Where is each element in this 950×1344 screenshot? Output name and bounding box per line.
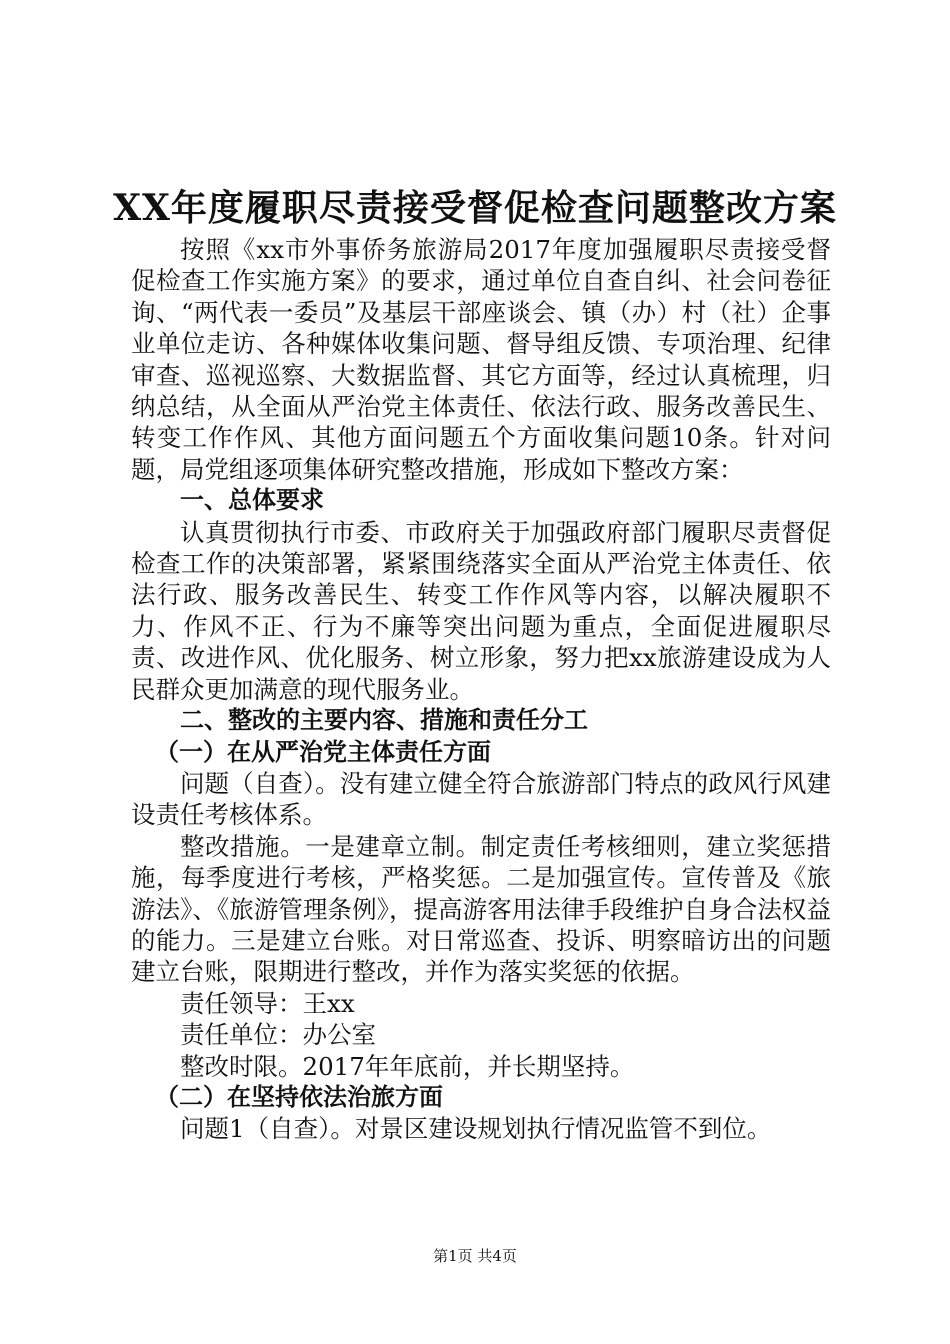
subsection-heading-rule-of-law: （二）在坚持依法治旅方面: [155, 1082, 443, 1111]
subsection-heading-party-responsibility: （一）在从严治党主体责任方面: [155, 737, 491, 766]
measures-paragraph: 整改措施。一是建章立制。制定责任考核细则，建立奖惩措施，每季度进行考核，严格奖惩。二是加强宣传。宣传普及《旅游法》、《旅游管理条例》，提高游客用法律手段维护自身合法权益的能力。三是建立台账。对日常巡查、投诉、明察暗访出的问题建立台账，限期进行整改，并作为落实奖惩的依据。: [131, 831, 831, 987]
document-body: [131, 234, 831, 1145]
document-title: XX年度履职尽责接受督促检查问题整改方案: [113, 187, 837, 229]
section-heading-general-requirements: 一、总体要求: [180, 486, 324, 515]
responsible-unit: 责任单位：办公室: [180, 1020, 376, 1050]
page-footer: 第1页 共4页: [433, 1247, 517, 1265]
responsible-leader: 责任领导：王xx: [180, 988, 355, 1018]
deadline: 整改时限。2017年年底前，并长期坚持。: [180, 1051, 635, 1081]
general-requirements-paragraph: 认真贯彻执行市委、市政府关于加强政府部门履职尽责督促检查工作的决策部署，紧紧围绕落实全面从严治党主体责任、依法行政、服务改善民生、转变工作作风等内容，以解决履职不力、作风不正、行为不廉等突出问题为重点，全面促进履职尽责、改进作风、优化服务、树立形象，努力把xx旅游建设成为人民群众更加满意的现代服务业。: [131, 517, 831, 704]
problem-1-paragraph: 问题1（自查）。对景区建设规划执行情况监管不到位。: [180, 1114, 772, 1144]
problem-paragraph: 问题（自查）。没有建立健全符合旅游部门特点的政风行风建设责任考核体系。: [131, 768, 831, 830]
section-heading-main-content: 二、整改的主要内容、措施和责任分工: [180, 706, 588, 735]
intro-paragraph: 按照《xx市外事侨务旅游局2017年度加强履职尽责接受督促检查工作实施方案》的要求，通过单位自查自纠、社会问卷征询、“两代表一委员”及基层干部座谈会、镇（办）村（社）企事业单位走访、各种媒体收集问题、督导组反馈、专项治理、纪律审查、巡视巡察、大数据监督、其它方面等，经过认真梳理，归纳总结，从全面从严治党主体责任、依法行政、服务改善民生、转变工作作风、其他方面问题五个方面收集问题10条。针对问题，局党组逐项集体研究整改措施，形成如下整改方案：: [131, 235, 831, 484]
